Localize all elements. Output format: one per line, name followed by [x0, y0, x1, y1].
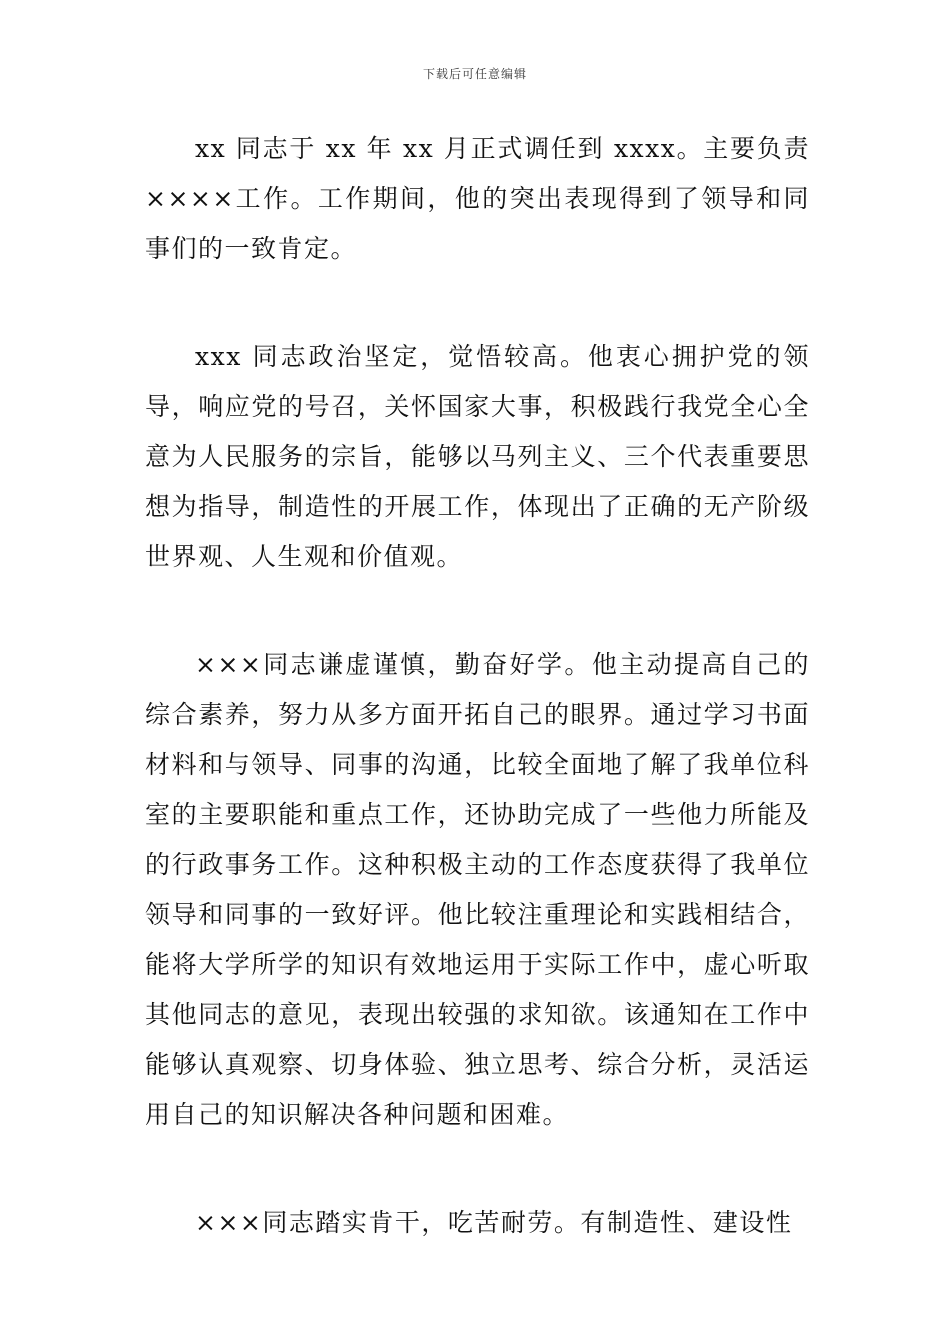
paragraph-4: ×××同志踏实肯干，吃苦耐劳。有制造性、建设性 [195, 1208, 793, 1237]
document-body [145, 124, 810, 1248]
paragraph-2: xxx 同志政治坚定，觉悟较高。他衷心拥护党的领导，响应党的号召，关怀国家大事，积极践行我党全心全意为人民服务的宗旨，能够以马列主义、三个代表重要思想为指导，制造性的开展工作，体现出了正确的无产阶级世界观、人生观和价值观。 [145, 342, 810, 571]
paragraph-1: xx 同志于 xx 年 xx 月正式调任到 xxxx。主要负责××××工作。工作期间，他的突出表现得到了领导和同事们的一致肯定。 [145, 134, 810, 263]
paragraph-3: ×××同志谦虚谨慎，勤奋好学。他主动提高自己的综合素养，努力从多方面开拓自己的眼界。通过学习书面材料和与领导、同事的沟通，比较全面地了解了我单位科室的主要职能和重点工作，还协助完成了一些他力所能及的行政事务工作。这种积极主动的工作态度获得了我单位领导和同事的一致好评。他比较注重理论和实践相结合，能将大学所学的知识有效地运用于实际工作中，虚心听取其他同志的意见，表现出较强的求知欲。该通知在工作中能够认真观察、切身体验、独立思考、综合分析，灵活运用自己的知识解决各种问题和困难。 [145, 650, 810, 1129]
header-note: 下载后可任意编辑 [422, 67, 527, 81]
